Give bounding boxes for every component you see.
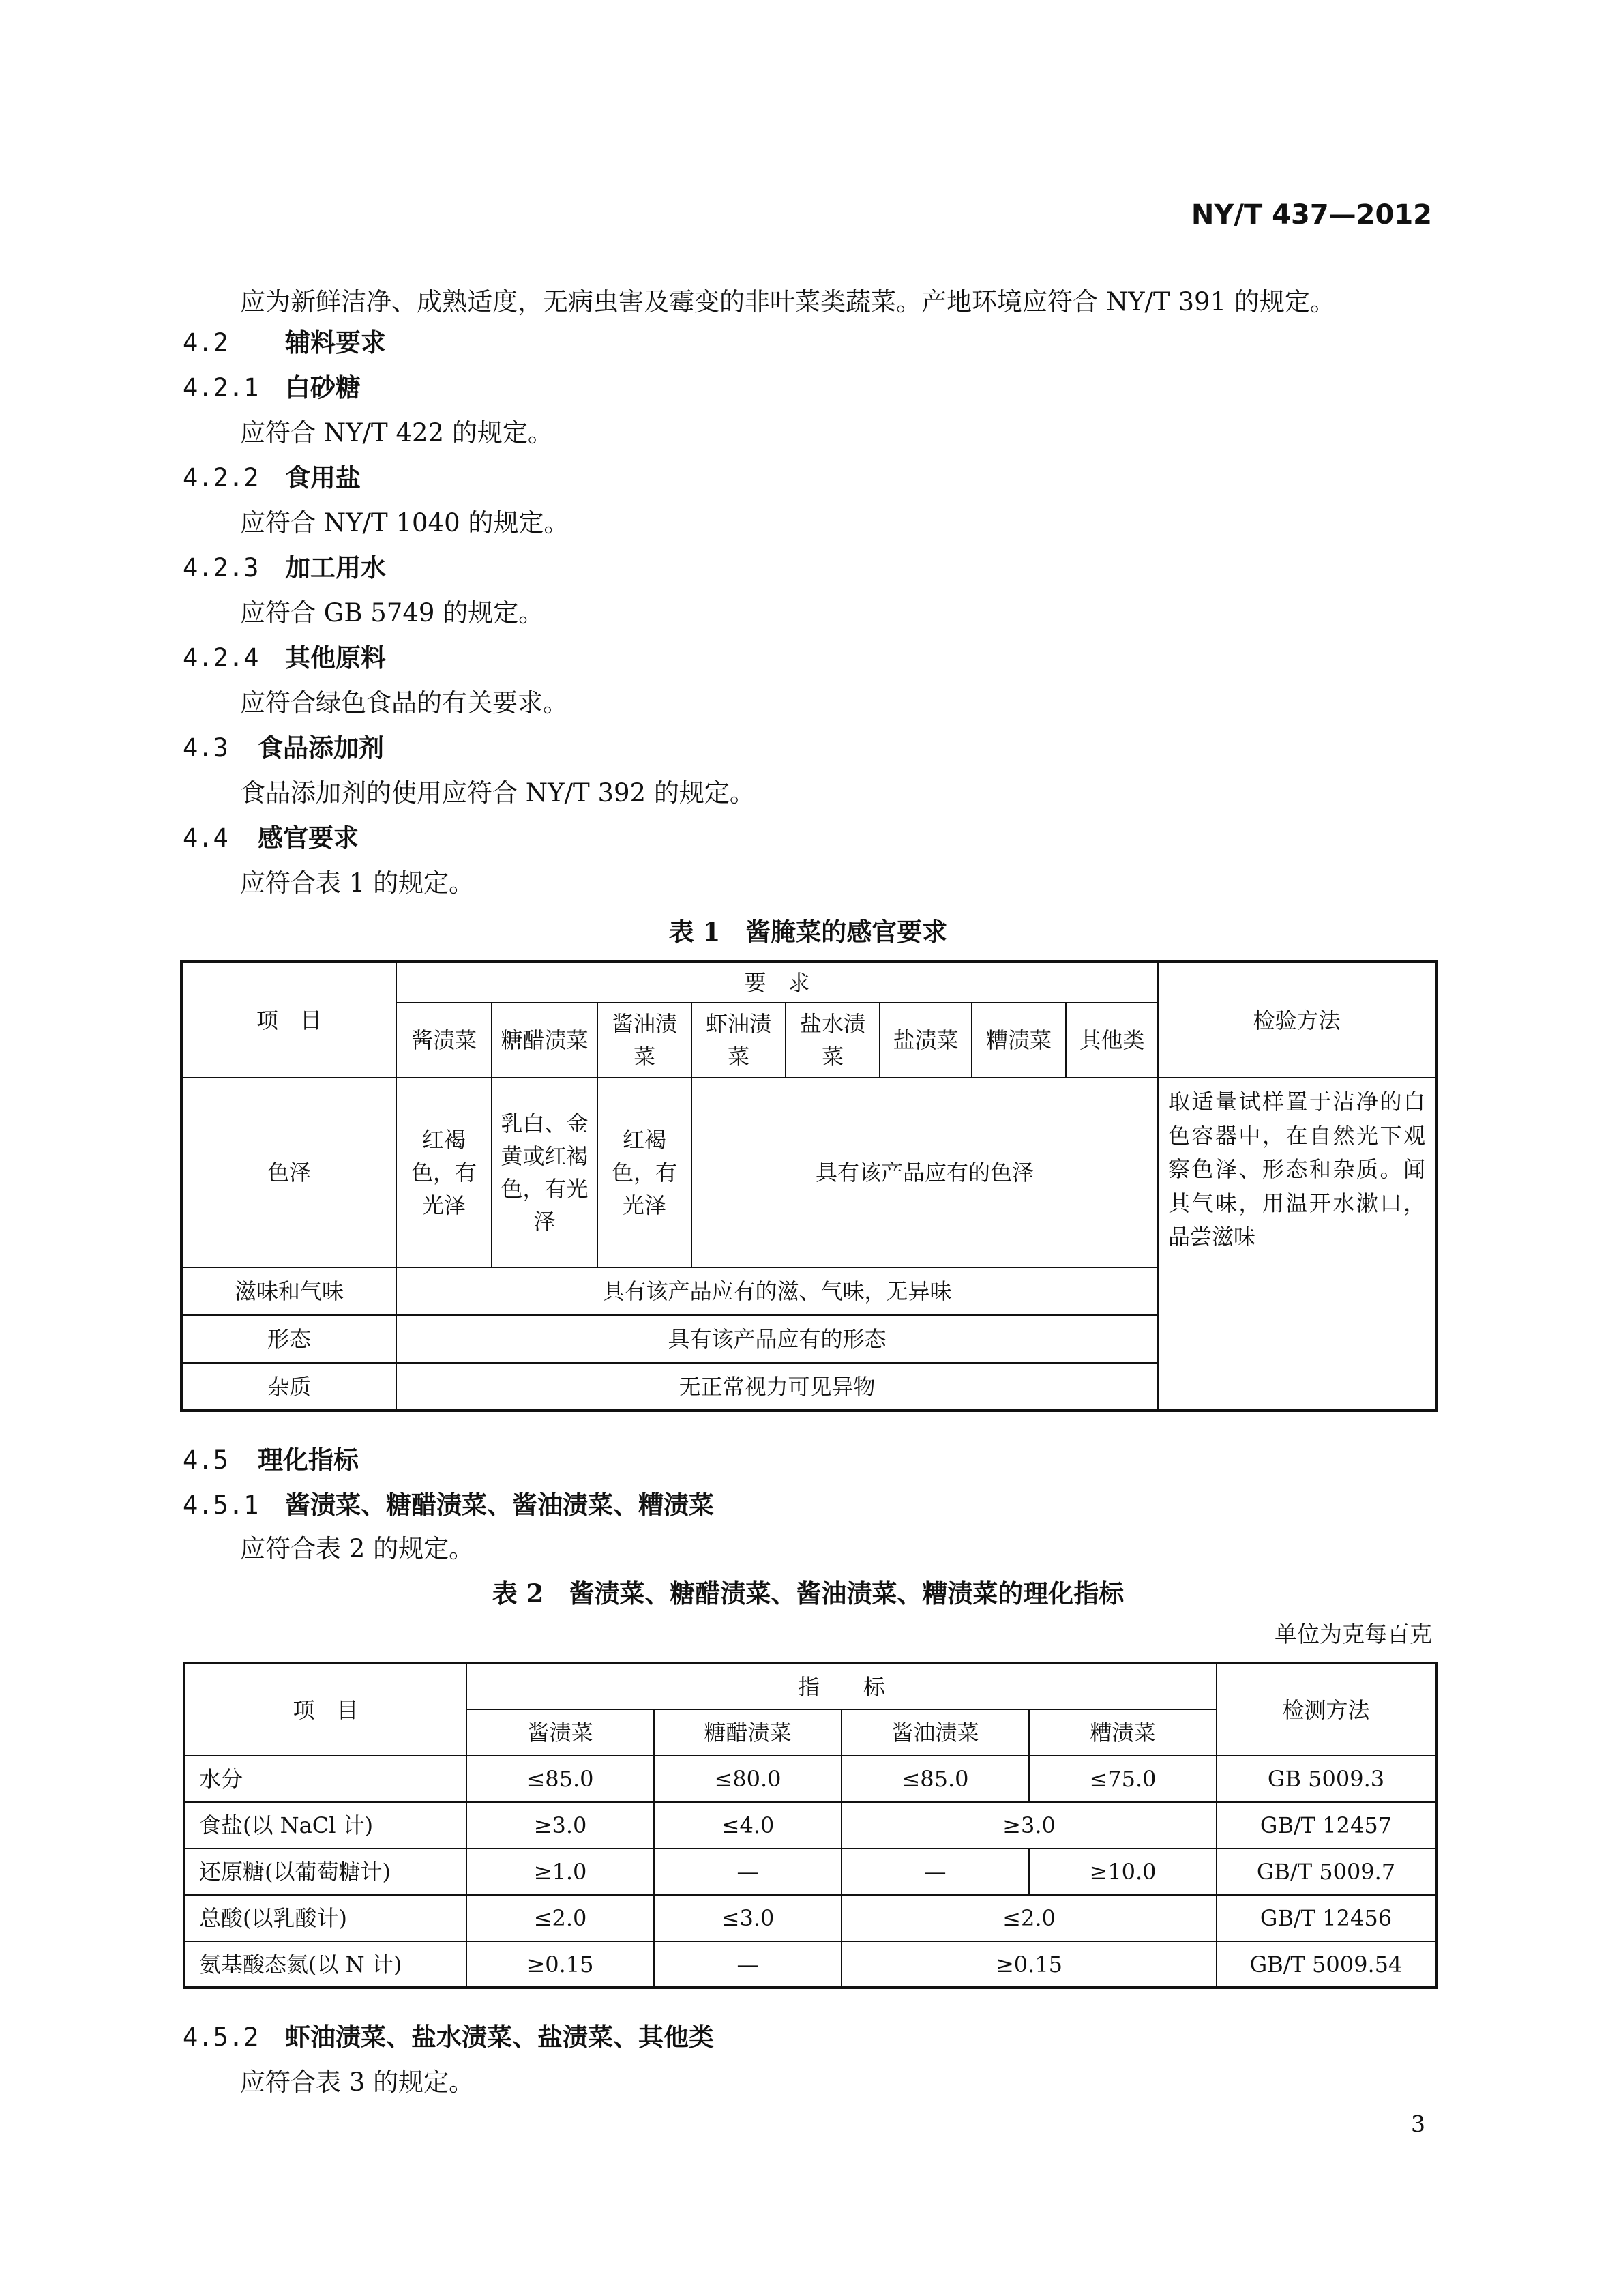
heading-number: 4.2.2 [183, 463, 259, 492]
table1-caption: 表 1 酱腌菜的感官要求 [668, 917, 948, 947]
table-cell: 红褐色，有光泽 [597, 1078, 691, 1267]
table2-unit: 单位为克每百克 [1275, 1621, 1432, 1647]
heading-title: 食品添加剂 [258, 733, 384, 763]
row-label-water: 水分 [184, 1756, 466, 1802]
table-cell: 乳白、金黄或红褐色，有光泽 [492, 1078, 597, 1267]
row-label-sugar: 还原糖(以葡萄糖计) [184, 1849, 466, 1895]
heading-number: 4.2.1 [183, 373, 259, 402]
table-cell: ≥10.0 [1029, 1849, 1217, 1895]
heading-title: 感官要求 [258, 823, 359, 853]
heading-number: 4.2.3 [183, 553, 259, 583]
heading-title: 理化指标 [258, 1445, 359, 1475]
heading-title: 酱渍菜、糖醋渍菜、酱油渍菜、糟渍菜 [285, 1490, 714, 1520]
table-sensory-requirements [180, 960, 1438, 1412]
subheader: 酱油渍菜 [597, 1003, 691, 1078]
table-cell: — [654, 1849, 842, 1895]
heading-number: 4.5.2 [183, 2022, 259, 2052]
heading-title: 辅料要求 [285, 327, 386, 357]
header-item: 项 目 [181, 962, 396, 1078]
heading-4-2-3 [183, 547, 386, 584]
header-requirements: 要 求 [396, 962, 1158, 1003]
table-cell: ≥3.0 [466, 1802, 654, 1849]
subheader: 虾油渍菜 [691, 1003, 786, 1078]
subheader: 糖醋渍菜 [654, 1709, 842, 1756]
table-cell: 具有该产品应有的形态 [396, 1315, 1158, 1363]
subheader: 糟渍菜 [972, 1003, 1066, 1078]
row-label-salt: 食盐(以 NaCl 计) [184, 1802, 466, 1849]
heading-number: 4.2 [183, 328, 228, 357]
table-cell: — [654, 1941, 842, 1988]
header-index: 指 标 [466, 1663, 1217, 1709]
row-label-amino: 氨基酸态氮(以 N 计) [184, 1941, 466, 1988]
row-label-impurity: 杂质 [181, 1363, 396, 1411]
paragraph: 应符合表 3 的规定。 [240, 2067, 475, 2097]
table-cell: ≥0.15 [842, 1941, 1217, 1988]
subheader: 酱油渍菜 [842, 1709, 1029, 1756]
row-label-color: 色泽 [181, 1078, 396, 1267]
table-cell: 具有该产品应有的滋、气味，无异味 [396, 1267, 1158, 1315]
method-cell: GB/T 5009.7 [1217, 1849, 1436, 1895]
heading-number: 4.2.4 [183, 643, 259, 673]
method-cell: GB 5009.3 [1217, 1756, 1436, 1802]
table-cell: 具有该产品应有的色泽 [691, 1078, 1158, 1267]
method-cell: GB/T 12457 [1217, 1802, 1436, 1849]
heading-4-2-4 [183, 637, 386, 674]
heading-4-4 [183, 817, 359, 854]
paragraph: 应符合表 2 的规定。 [240, 1534, 475, 1563]
heading-4-3 [183, 727, 384, 764]
subheader: 其他类 [1066, 1003, 1158, 1078]
table-cell: — [842, 1849, 1029, 1895]
heading-4-5-2 [183, 2016, 714, 2053]
heading-4-5 [183, 1439, 359, 1476]
subheader: 糖醋渍菜 [492, 1003, 597, 1078]
method-cell: GB/T 5009.54 [1217, 1941, 1436, 1988]
heading-number: 4.5.1 [183, 1490, 259, 1520]
subheader: 酱渍菜 [466, 1709, 654, 1756]
table-cell: ≥3.0 [842, 1802, 1217, 1849]
subheader: 酱渍菜 [396, 1003, 492, 1078]
table-cell: ≤4.0 [654, 1802, 842, 1849]
method-cell: GB/T 12456 [1217, 1895, 1436, 1941]
table-cell: ≤80.0 [654, 1756, 842, 1802]
paragraph: 应符合 GB 5749 的规定。 [240, 598, 544, 628]
heading-title: 白砂糖 [285, 372, 361, 402]
heading-4-5-1 [183, 1484, 714, 1521]
row-label-acid: 总酸(以乳酸计) [184, 1895, 466, 1941]
table-cell: ≤3.0 [654, 1895, 842, 1941]
row-label-taste: 滋味和气味 [181, 1267, 396, 1315]
table-cell: ≤2.0 [842, 1895, 1217, 1941]
row-label-form: 形态 [181, 1315, 396, 1363]
table-cell: 红褐色，有光泽 [396, 1078, 492, 1267]
table-cell: ≤75.0 [1029, 1756, 1217, 1802]
header-method: 检验方法 [1158, 962, 1436, 1078]
paragraph: 食品添加剂的使用应符合 NY/T 392 的规定。 [240, 778, 755, 808]
heading-title: 食用盐 [285, 462, 361, 492]
sensory-method-text: 取适量试样置于洁净的白色容器中，在自然光下观察色泽、形态和杂质。闻其气味，用温开水漱口，品尝滋味 [1158, 1078, 1436, 1411]
intro-paragraph: 应为新鲜洁净、成熟适度，无病虫害及霉变的非叶菜类蔬菜。产地环境应符合 NY/T 391 的规定。 [240, 287, 1335, 317]
heading-4-2-1 [183, 367, 361, 404]
table-cell: ≤85.0 [466, 1756, 654, 1802]
header-method: 检测方法 [1217, 1663, 1436, 1756]
subheader: 盐水渍菜 [786, 1003, 880, 1078]
header-item: 项 目 [184, 1663, 466, 1756]
heading-title: 虾油渍菜、盐水渍菜、盐渍菜、其他类 [285, 2022, 714, 2052]
table-cell: ≤2.0 [466, 1895, 654, 1941]
table2-caption: 表 2 酱渍菜、糖醋渍菜、酱油渍菜、糟渍菜的理化指标 [492, 1578, 1125, 1608]
paragraph: 应符合 NY/T 422 的规定。 [240, 418, 553, 447]
table-cell: ≥1.0 [466, 1849, 654, 1895]
heading-title: 其他原料 [285, 643, 386, 673]
table-cell: ≤85.0 [842, 1756, 1029, 1802]
table-cell: 无正常视力可见异物 [396, 1363, 1158, 1411]
heading-4-2 [183, 322, 386, 359]
subheader: 糟渍菜 [1029, 1709, 1217, 1756]
heading-number: 4.5 [183, 1445, 228, 1475]
table-physicochemical-indicators [183, 1662, 1438, 1989]
subheader: 盐渍菜 [880, 1003, 972, 1078]
heading-title: 加工用水 [285, 553, 386, 583]
paragraph: 应符合表 1 的规定。 [240, 868, 475, 898]
heading-number: 4.4 [183, 823, 228, 853]
page-number: 3 [1411, 2110, 1425, 2137]
heading-number: 4.3 [183, 733, 228, 763]
paragraph: 应符合绿色食品的有关要求。 [240, 688, 568, 718]
table-cell: ≥0.15 [466, 1941, 654, 1988]
heading-4-2-2 [183, 457, 361, 494]
standard-number: NY/T 437—2012 [1191, 199, 1432, 231]
paragraph: 应符合 NY/T 1040 的规定。 [240, 508, 569, 538]
